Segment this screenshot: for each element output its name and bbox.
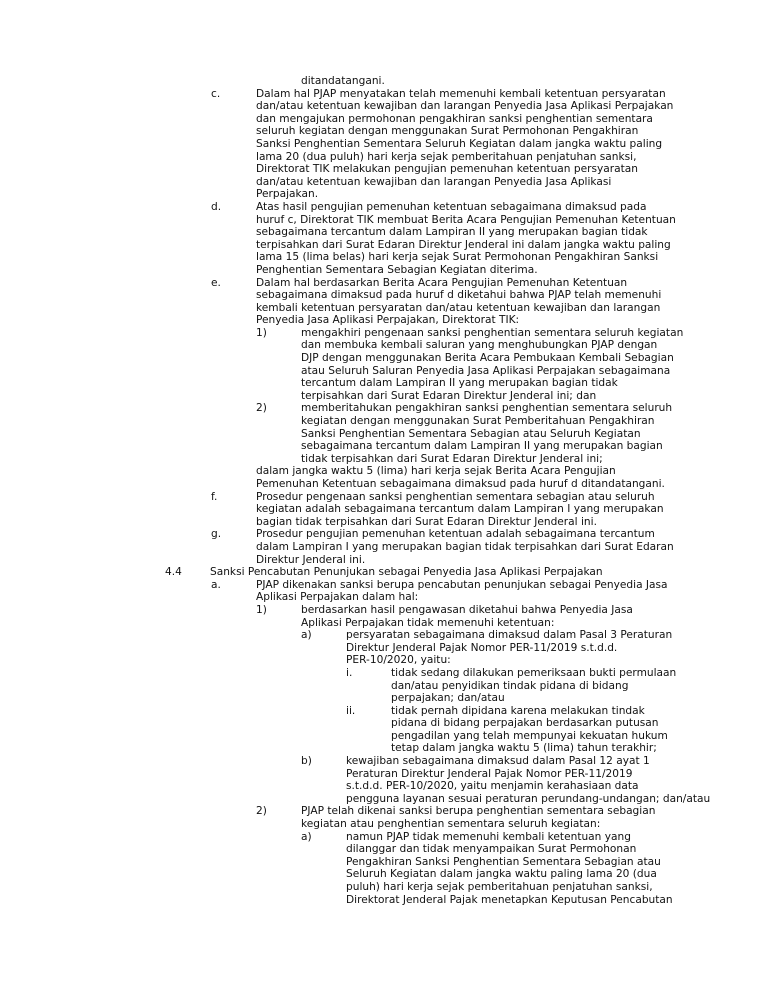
list-item-text — [301, 75, 770, 88]
list-item-marker: a) — [301, 629, 312, 642]
list-item-text — [301, 402, 770, 465]
text-line: Prosedur pengenaan sanksi penghentian sementara sebagian atau seluruh — [256, 490, 655, 503]
text-line: terpisahkan dari Surat Edaran Direktur Jenderal ini dalam jangka waktu paling — [256, 238, 671, 251]
text-line: kegiatan dengan menggunakan Surat Pemberitahuan Pengakhiran — [301, 415, 655, 428]
text-line: atau Seluruh Saluran Penyedia Jasa Aplikasi Perpajakan sebagaimana — [301, 364, 671, 377]
text-line: Dalam hal berdasarkan Berita Acara Pengujian Pemenuhan Ketentuan — [256, 276, 628, 289]
text-line: ditandatangani. — [301, 75, 385, 87]
text-line: PJAP dikenakan sanksi berupa pencabutan penunjukan sebagai Penyedia Jasa — [256, 578, 668, 591]
list-item — [0, 755, 770, 805]
list-item-marker: d. — [211, 200, 222, 213]
list-item-text — [346, 629, 770, 667]
list-item — [0, 831, 770, 907]
text-line: kewajiban sebagaimana dimaksud dalam Pasal 12 ayat 1 — [346, 755, 650, 768]
list-item-marker: i. — [346, 666, 353, 679]
list-item-text — [346, 831, 770, 907]
text-line: dan/atau penyidikan tindak pidana di bidang — [391, 679, 629, 692]
list-item-text — [256, 491, 770, 529]
list-item-text — [210, 566, 770, 579]
text-line: DJP dengan menggunakan Berita Acara Pembukaan Kembali Sebagian — [301, 352, 674, 365]
text-line: memberitahukan pengakhiran sanksi penghentian sementara seluruh — [301, 402, 673, 415]
text-line: Perpajakan. — [256, 188, 319, 201]
list-item-marker: g. — [211, 528, 222, 541]
text-line: dalam jangka waktu 5 (lima) hari kerja sejak Berita Acara Pengujian — [256, 465, 616, 478]
text-line: tidak pernah dipidana karena melakukan tindak — [391, 704, 645, 717]
list-item-text — [256, 579, 770, 604]
list-item — [0, 579, 770, 604]
list-item-marker: 1) — [256, 603, 267, 616]
text-line: pengguna layanan sesuai peraturan perundang-undangan; dan/atau — [346, 792, 711, 805]
list-item-marker: c. — [211, 87, 221, 100]
text-line: lama 15 (lima belas) hari kerja sejak Surat Permohonan Pengakhiran Sanksi — [256, 251, 659, 264]
text-line: puluh) hari kerja sejak pemberitahuan penjatuhan sanksi, — [346, 881, 653, 893]
list-item-text — [256, 88, 770, 201]
list-item-text — [256, 277, 770, 327]
text-line: Direktur Jenderal ini. — [256, 553, 366, 566]
text-line: Aplikasi Perpajakan dalam hal: — [256, 591, 419, 604]
text-line: huruf c, Direktorat TIK membuat Berita Acara Pengujian Pemenuhan Ketentuan — [256, 213, 676, 226]
list-item — [0, 75, 770, 88]
list-item-text — [346, 755, 770, 805]
text-line: lama 20 (dua puluh) hari kerja sejak pemberitahuan penjatuhan sanksi, — [256, 150, 637, 163]
text-line: kembali ketentuan persyaratan dan/atau ketentuan kewajiban dan larangan — [256, 301, 661, 314]
list-item — [0, 465, 770, 490]
text-line: Pengakhiran Sanksi Penghentian Sementara Sebagian atau — [346, 855, 661, 868]
text-line: Direktorat Jenderal Pajak menetapkan Keputusan Pencabutan — [346, 893, 673, 906]
text-line: kegiatan atau penghentian sementara seluruh kegiatan: — [301, 818, 601, 831]
text-line: tidak sedang dilakukan pemeriksaan bukti permulaan — [391, 666, 677, 679]
text-line: dalam Lampiran I yang merupakan bagian tidak terpisahkan dari Surat Edaran — [256, 540, 674, 553]
text-line: PER-10/2020, yaitu: — [346, 654, 451, 667]
list-item — [0, 805, 770, 830]
text-line: tidak terpisahkan dari Surat Edaran Direktur Jenderal ini; — [301, 452, 603, 465]
text-line: dan/atau ketentuan kewajiban dan larangan Penyedia Jasa Aplikasi — [256, 175, 612, 188]
list-item-marker: ii. — [346, 704, 356, 717]
list-item-text — [391, 705, 770, 755]
text-line: Sanksi Pencabutan Penunjukan sebagai Penyedia Jasa Aplikasi Perpajakan — [210, 566, 603, 579]
text-line: sebagaimana tercantum dalam Lampiran II yang merupakan bagian tidak — [256, 226, 648, 239]
text-line: dan membuka kembali saluran yang menghubungkan PJAP dengan — [301, 339, 658, 352]
list-item — [0, 88, 770, 201]
text-line: sebagaimana tercantum dalam Lampiran II yang merupakan bagian — [301, 440, 663, 453]
list-item-marker: f. — [211, 490, 218, 503]
list-item-marker: 2) — [256, 402, 267, 415]
list-item — [0, 566, 770, 579]
text-line: tetap dalam jangka waktu 5 (lima) tahun terakhir; — [391, 742, 657, 755]
text-line: pidana di bidang perpajakan berdasarkan putusan — [391, 717, 659, 730]
text-line: Atas hasil pengujian pemenuhan ketentuan sebagaimana dimaksud pada — [256, 200, 647, 213]
text-line: Dalam hal PJAP menyatakan telah memenuhi kembali ketentuan persyaratan — [256, 87, 666, 100]
list-item-marker: 4.4 — [165, 566, 182, 579]
list-item — [0, 277, 770, 327]
list-item — [0, 604, 770, 629]
list-item-marker: 2) — [256, 805, 267, 818]
list-item-text — [391, 667, 770, 705]
list-item-marker: 1) — [256, 326, 267, 339]
list-item-text — [301, 327, 770, 403]
text-line: dan/atau ketentuan kewajiban dan larangan Penyedia Jasa Aplikasi Perpajakan — [256, 100, 674, 113]
list-item-marker: a. — [211, 578, 221, 591]
text-line: mengakhiri pengenaan sanksi penghentian sementara seluruh kegiatan — [301, 326, 684, 339]
list-item — [0, 667, 770, 705]
text-line: dan mengajukan permohonan pengakhiran sanksi penghentian sementara — [256, 112, 653, 125]
list-item-text — [256, 528, 770, 566]
text-line: perpajakan; dan/atau — [391, 692, 505, 705]
list-item-marker: a) — [301, 830, 312, 843]
text-line: sebagaimana dimaksud pada huruf d diketahui bahwa PJAP telah memenuhi — [256, 289, 662, 302]
text-line: tercantum dalam Lampiran II yang merupakan bagian tidak — [301, 377, 618, 390]
document-body — [0, 75, 770, 906]
list-item — [0, 201, 770, 277]
list-item-text — [301, 604, 770, 629]
text-line: Aplikasi Perpajakan tidak memenuhi ketentuan: — [301, 616, 555, 629]
text-line: pengadilan yang telah mempunyai kekuatan hukum — [391, 729, 668, 742]
text-line: Direktorat TIK melakukan pengujian pemenuhan ketentuan persyaratan — [256, 163, 638, 176]
text-line: Penghentian Sementara Sebagian Kegiatan diterima. — [256, 263, 538, 276]
text-line: Penyedia Jasa Aplikasi Perpajakan, Direktorat TIK: — [256, 314, 520, 327]
text-line: PJAP telah dikenai sanksi berupa penghentian sementara sebagian — [301, 805, 656, 818]
text-line: Peraturan Direktur Jenderal Pajak Nomor PER-11/2019 — [346, 767, 633, 780]
list-item-marker: e. — [211, 276, 221, 289]
text-line: terpisahkan dari Surat Edaran Direktur Jenderal ini; dan — [301, 389, 597, 402]
text-line: s.t.d.d. PER-10/2020, yaitu menjamin kerahasiaan data — [346, 780, 639, 793]
text-line: persyaratan sebagaimana dimaksud dalam Pasal 3 Peraturan — [346, 629, 673, 642]
text-line: Direktur Jenderal Pajak Nomor PER-11/2019 s.t.d.d. — [346, 641, 618, 654]
text-line: seluruh kegiatan dengan menggunakan Surat Permohonan Pengakhiran — [256, 125, 639, 138]
text-line: Sanksi Penghentian Sementara Sebagian atau Seluruh Kegiatan — [301, 427, 641, 440]
list-item — [0, 528, 770, 566]
list-item-text — [256, 465, 770, 490]
text-line: Prosedur pengujian pemenuhan ketentuan adalah sebagaimana tercantum — [256, 528, 655, 541]
text-line: Seluruh Kegiatan dalam jangka waktu paling lama 20 (dua — [346, 868, 657, 881]
list-item — [0, 629, 770, 667]
text-line: kegiatan adalah sebagaimana tercantum dalam Lampiran I yang merupakan — [256, 503, 664, 516]
list-item-marker: b) — [301, 755, 312, 768]
text-line: Sanksi Penghentian Sementara Seluruh Kegiatan dalam jangka waktu paling — [256, 137, 663, 150]
text-line: namun PJAP tidak memenuhi kembali ketentuan yang — [346, 830, 631, 843]
text-line: berdasarkan hasil pengawasan diketahui bahwa Penyedia Jasa — [301, 603, 633, 616]
list-item-text — [301, 805, 770, 830]
list-item-text — [256, 201, 770, 277]
list-item — [0, 705, 770, 755]
text-line: dilanggar dan tidak menyampaikan Surat Permohonan — [346, 843, 637, 856]
list-item — [0, 491, 770, 529]
list-item — [0, 327, 770, 403]
text-line: Pemenuhan Ketentuan sebagaimana dimaksud pada huruf d ditandatangani. — [256, 478, 665, 490]
text-line: bagian tidak terpisahkan dari Surat Edaran Direktur Jenderal ini. — [256, 515, 597, 528]
list-item — [0, 402, 770, 465]
